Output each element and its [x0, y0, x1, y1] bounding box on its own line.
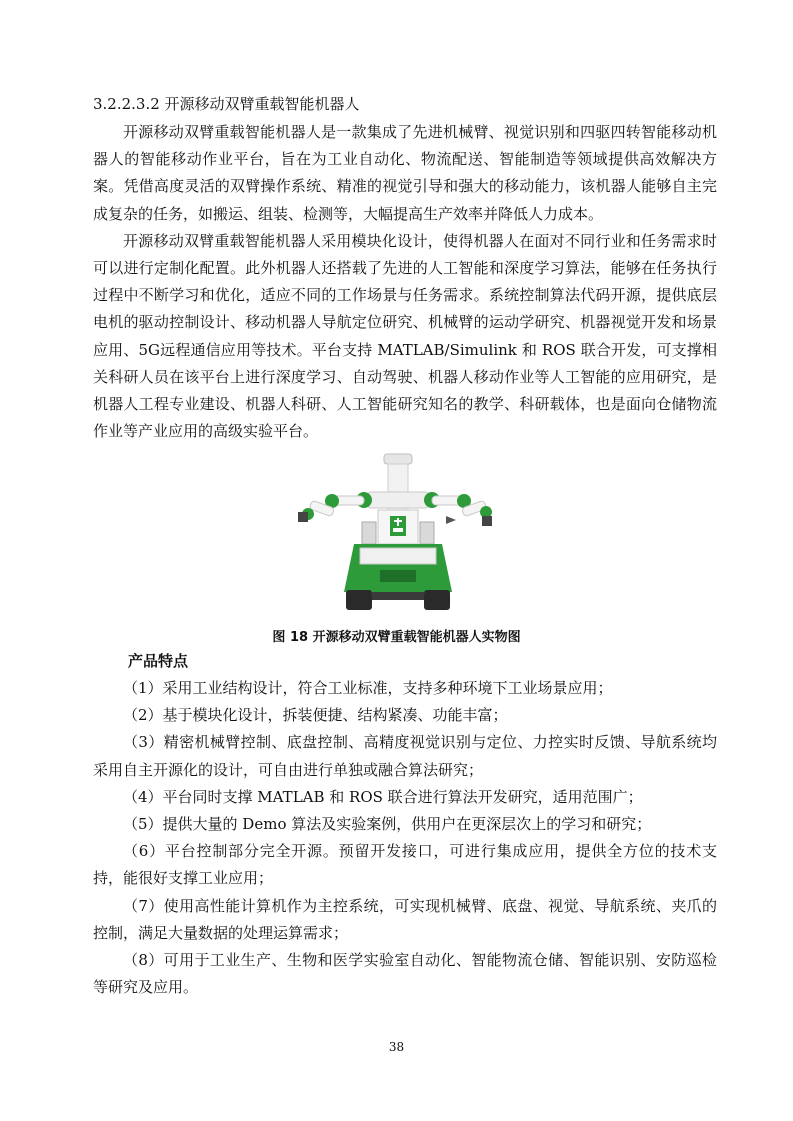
figure-caption: 图 18 开源移动双臂重载智能机器人实物图 — [272, 630, 521, 645]
feature-item: （3）精密机械臂控制、底盘控制、高精度视觉识别与定位、力控实时反馈、导航系统均采用自主开源化的设计，可自由进行单独或融合算法研究； — [93, 733, 717, 779]
page-number: 38 — [388, 1040, 405, 1054]
wheel-left — [346, 590, 372, 610]
side-module-right — [420, 522, 434, 544]
feature-item: （1）采用工业结构设计，符合工业标准，支持多种环境下工业场景应用； — [123, 679, 613, 697]
intro-paragraph-1: 开源移动双臂重载智能机器人是一款集成了先进机械臂、视觉识别和四驱四转智能移动机器人的智能移动作业平台，旨在为工业自动化、物流配送、智能制造等领域提供高效解决方案。凭借高度灵活的双臂操作系统、精准的视觉引导和强大的移动能力，该机器人能够自主完成复杂的任务，如搬运、组装、检测等，大幅提高生产效率并降低人力成本。 — [93, 123, 717, 223]
shoulder-frame — [368, 492, 428, 508]
feature-item: （4）平台同时支撑 MATLAB 和 ROS 联合进行算法开发研究，适用范围广； — [123, 787, 643, 806]
feature-item: （8）可用于工业生产、生物和医学实验室自动化、智能物流仓储、智能识别、安防巡检等研究及应用。 — [93, 951, 717, 997]
robot-photo — [296, 452, 496, 616]
wheel-right — [424, 590, 450, 610]
feature-item: （7）使用高性能计算机作为主控系统，可实现机械臂、底盘、视觉、导航系统、夹爪的控制，满足大量数据的处理运算需求； — [93, 896, 717, 942]
chassis-top — [360, 548, 436, 564]
section-heading: 3.2.2.3.2 开源移动双臂重载智能机器人 — [93, 95, 360, 113]
gripper — [446, 516, 456, 524]
chassis-panel — [380, 570, 416, 582]
intro-text — [93, 119, 717, 445]
feature-item: （5）提供大量的 Demo 算法及实验案例，供用户在更深层次上的学习和研究； — [123, 815, 652, 834]
features-title: 产品特点 — [128, 652, 189, 670]
intro-paragraph-2: 开源移动双臂重载智能机器人采用模块化设计，使得机器人在面对不同行业和任务需求时可以进行定制化配置。此外机器人还搭载了先进的人工智能和深度学习算法，能够在任务执行过程中不断学习和优化，适应不同的工作场景与任务需求。系统控制算法代码开源，提供底层电机的驱动控制设计、移动机器人导航定位研究、机械臂的运动学研究、机器视觉开发和场景应用、5G远程通信应用等技术。平台支持 MATLAB/Simulink 和 ROS 联合开发，可支撑相关科研人员在该平台上进行深度学习、自动驾驶、机器人移动作业等人工智能的应用研究，是机器人工程专业建设、机器人科研、人工智能研究知名的教学、科研载体，也是面向仓储物流作业等产业应用的高级实验平台。 — [93, 231, 717, 441]
feature-item: （2）基于模块化设计，拆装便捷、结构紧凑、功能丰富； — [123, 706, 508, 725]
right-arm — [424, 492, 492, 526]
bumper — [372, 592, 424, 600]
feature-item: （6）平台控制部分完全开源。预留开发接口，可进行集成应用，提供全方位的技术支持，能很好支撑工业应用； — [93, 842, 717, 888]
side-module-left — [362, 522, 376, 544]
features-list — [93, 675, 717, 1001]
left-arm — [298, 492, 372, 522]
camera-head — [384, 454, 412, 464]
